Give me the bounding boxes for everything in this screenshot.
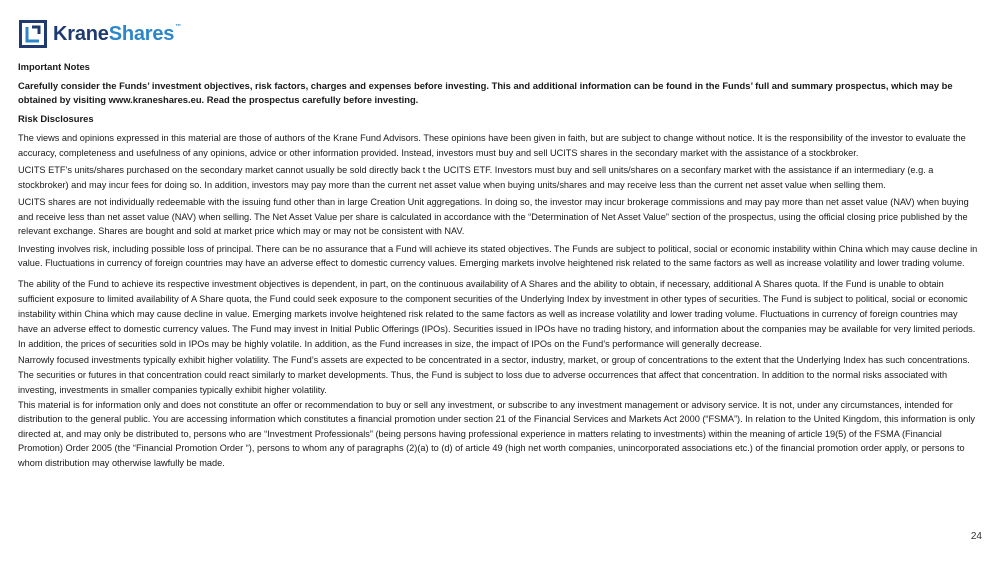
- kraneshares-logo-icon: [19, 20, 47, 48]
- logo-wordmark: [53, 24, 181, 44]
- risk-disclosures-heading: Risk Disclosures: [18, 113, 94, 124]
- important-notes-text: Carefully consider the Funds’ investment objectives, risk factors, charges and expenses before investing. This and additional information can be found in the Funds’ full and summary prospectus, which may be obtained by visiting www.kraneshares.eu. Read the prospectus carefully before investing.: [18, 80, 953, 105]
- risk-paragraph-narrow-focus: Narrowly focused investments typically exhibit higher volatility. The Fund’s assets are expected to be concentrated in a sector, industry, market, or group of concentrations to the extent that the Underlying Index has such concentrations. The securities or futures in that concentration could react similarly to market developments. Thus, the Fund is subject to loss due to adverse occurrences that affect that concentration. In addition to the normal risks associated with investing, investments in smaller companies typically exhibit higher volatility.: [18, 354, 970, 395]
- risk-paragraph-views: The views and opinions expressed in this material are those of authors of the Krane Fund Advisors. These opinions have been given in faith, but are subject to change without notice. It is the responsibility of the investor to evaluate the accuracy, completeness and usefulness of any opinions, advice or other information provided. Instead, investors must buy and sell UCITS shares in the secondary market with the assistance of a stockbroker.: [18, 133, 966, 158]
- risk-paragraph-ucits-redeemable: UCITS shares are not individually redeemable with the issuing fund other than in large Creation Unit aggregations. In doing so, the investor may incur brokerage commissions and may pay more than net asset value (NAV) when buying and receive less than net asset value (NAV) when selling. The Net Asset Value per share is calculated in accordance with the “Determination of Net Asset Value” section of the prospectus, using the official closing price published by the relevant exchange. Shares are bought and sold at market price which may or may not be consistent with NAV.: [18, 197, 969, 236]
- risk-paragraph-investing-risk: Investing involves risk, including possible loss of principal. There can be no assurance that a Fund will achieve its stated objectives. The Funds are subject to political, social or economic instability within China which may cause decline in value. Fluctuations in currency of foreign countries may have an adverse effect to domestic currency values. Emerging markets involve heightened risk related to the same factors as well as increase volatility and lower trading volume.: [18, 243, 978, 268]
- important-notes-heading: Important Notes: [18, 61, 90, 72]
- risk-paragraph-information-only: This material is for information only and does not constitute an offer or recommendation to buy or sell any investment, or subscribe to any investment management or advisory service. It is not, under any circumstances, intended for distribution to the general public. You are accessing information which constitutes a financial promotion under section 21 of the Financial Services and Markets Act 2000 (“FSMA”). In relation to the United Kingdom, this information is only directed at, and may only be distributed to, persons who are “Investment Professionals” (being persons having professional experience in matters relating to investments) within the meaning of article 19(5) of the FSMA (Financial Promotion) Order 2005 (the “Financial Promotion Order “), persons to whom any of paragraphs (2)(a) to (d) of article 49 (high net worth companies, unincorporated associations etc.) of the financial promotion order apply, or persons to whom distribution may otherwise lawfully be made.: [18, 399, 976, 468]
- logo-shares: Shares: [108, 22, 175, 45]
- logo-krane: Krane: [53, 22, 109, 45]
- risk-paragraph-ucits-secondary: UCITS ETF’s units/shares purchased on the secondary market cannot usually be sold directly back t the UCITS ETF. Investors must buy and sell units/shares on a seconfary market with the assistance if an intermediary (e.g. a stockbroker) and may incur fees for doing so. In addition, investors may pay more than the current net asset value when buying units/shares and may receive less than the current net asset value when selling them.: [18, 165, 934, 190]
- risk-paragraph-a-shares: The ability of the Fund to achieve its respective investment objectives is dependent, in part, on the continuous availability of A Shares and the ability to obtain, if necessary, additional A Shares quota. If the Fund is unable to obtain sufficient exposure to limited availability of A Share quota, the Fund could seek exposure to the component securities of the Underlying Index by investment in other types of securities. The Fund is subject to political, social or economic instability within China which may cause decline in value. Emerging markets involve heightened risk related to the same factors as well as increase volatility and lower trading volume. Fluctuations in currency of foreign countries may have an adverse effect to domestic currency values. The Fund may invest in Initial Public Offerings (IPOs). Securities issued in IPOs have no trading history, and information about the companies may be available for very limited periods. In addition, the prices of securities sold in IPOs may be highly volatile. In addition, as the Fund increases in size, the impact of IPOs on the Fund’s performance will generally decrease.: [18, 278, 976, 349]
- disclosure-content: [18, 60, 978, 470]
- logo-trademark: ™: [175, 23, 182, 30]
- page-number: 24: [970, 531, 982, 542]
- kraneshares-logo: [19, 18, 181, 49]
